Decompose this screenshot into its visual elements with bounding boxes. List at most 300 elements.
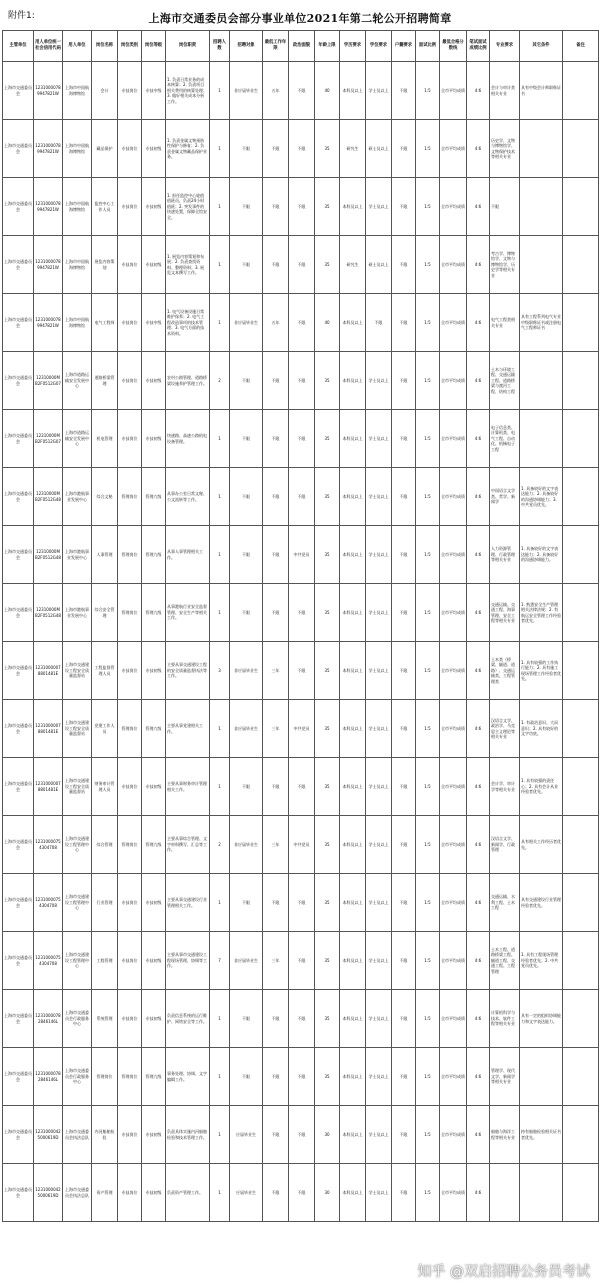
cell-major: 土木类（桥梁、隧道、道路）、交通运输类、工程管理类 — [490, 642, 520, 700]
cell-interview-ratio: 1:5 — [416, 990, 440, 1048]
column-header: 面试比例 — [416, 31, 440, 62]
cell-score-ratio: 4:6 — [467, 62, 490, 120]
cell-duties: 主要从事交通建设行业管理相关工作。 — [166, 874, 210, 932]
cell-score-ratio: 4:6 — [467, 178, 490, 236]
cell-education: 本科及以上 — [340, 642, 366, 700]
cell-degree: 学士及以上 — [366, 758, 392, 816]
cell-hukou: 不限 — [392, 816, 416, 874]
cell-major: 交通运输、水利工程、土木工程 — [490, 874, 520, 932]
cell-education: 本科及以上 — [340, 62, 366, 120]
cell-position-type: 管理岗位 — [118, 1048, 142, 1106]
cell-position: 藏品保护 — [92, 120, 118, 178]
cell-degree: 学士及以上 — [366, 700, 392, 758]
cell-hukou: 不限 — [392, 1048, 416, 1106]
cell-position: 财务审计管理人员 — [92, 758, 118, 816]
table-row — [3, 874, 599, 932]
cell-duties: 农村公路管理、道路桥梁设施养护管理工作。 — [166, 352, 210, 410]
cell-duties: 1. 展览内容策划和布展；2. 负责查找资料、整理资料；3. 展览文本撰写工作。 — [166, 236, 210, 294]
cell-score-ratio: 4:6 — [467, 758, 490, 816]
cell-target: 不限 — [230, 120, 263, 178]
column-header: 政治面貌 — [289, 31, 315, 62]
cell-hukou: 不限 — [392, 990, 416, 1048]
cell-headcount: 1 — [210, 700, 230, 758]
cell-position-level: 专技中级 — [142, 62, 166, 120]
cell-headcount: 1 — [210, 178, 230, 236]
cell-credit-code: 12310000789947821W — [34, 236, 63, 294]
cell-remarks — [563, 294, 599, 352]
cell-credit-code: 12310000078801481E — [34, 758, 63, 816]
recruitment-table — [2, 30, 599, 1222]
table-row — [3, 468, 599, 526]
cell-interview-ratio: 1:5 — [416, 932, 440, 990]
cell-position: 机电管理 — [92, 410, 118, 468]
cell-degree: 学士及以上 — [366, 1048, 392, 1106]
cell-position-level: 专技中级 — [142, 294, 166, 352]
cell-pass-line: 全市平均成绩 — [440, 1164, 467, 1222]
cell-education: 本科及以上 — [340, 294, 366, 352]
cell-score-ratio: 4:6 — [467, 874, 490, 932]
cell-target: 不限 — [230, 410, 263, 468]
cell-credit-code: 12310000789947821W — [34, 120, 63, 178]
cell-education: 本科及以上 — [340, 1164, 366, 1222]
cell-department: 上海市交通委员会 — [3, 816, 34, 874]
table-row — [3, 1164, 599, 1222]
cell-duties: 主要从事交通建设工程的安全质量监督执法等工作。 — [166, 642, 210, 700]
cell-hukou: 不限 — [392, 1106, 416, 1164]
column-header: 招聘对象 — [230, 31, 263, 62]
column-header: 用人单位统一社会信用代码 — [34, 31, 63, 62]
cell-political-status: 不限 — [289, 758, 315, 816]
cell-major: 船舶与海洋工程等相关专业 — [490, 1106, 520, 1164]
cell-credit-code: 12310000425000619D — [34, 1164, 63, 1222]
cell-interview-ratio: 1:5 — [416, 874, 440, 932]
cell-score-ratio: 4:6 — [467, 990, 490, 1048]
cell-age-limit: 35 — [315, 700, 340, 758]
cell-min-years: 三年 — [263, 816, 289, 874]
cell-min-years: 不限 — [263, 1106, 289, 1164]
cell-degree: 学士及以上 — [366, 526, 392, 584]
cell-political-status: 不限 — [289, 468, 315, 526]
attachment-label: 附件1: — [8, 11, 35, 21]
cell-credit-code: 12310000MB2F0512G48 — [34, 468, 63, 526]
cell-score-ratio: 4:6 — [467, 1106, 490, 1164]
cell-target: 非应届毕业生 — [230, 62, 263, 120]
cell-major: 中国语言文学类、哲学、新闻学 — [490, 468, 520, 526]
cell-position: 管理岗位 — [92, 1048, 118, 1106]
column-header: 岗位职责 — [166, 31, 210, 62]
cell-pass-line: 全市平均成绩 — [440, 758, 467, 816]
cell-degree: 学士及以上 — [366, 1164, 392, 1222]
cell-position: 工程监督管理人员 — [92, 642, 118, 700]
cell-pass-line: 全市平均成绩 — [440, 1106, 467, 1164]
cell-credit-code: 12310000754304708 — [34, 932, 63, 990]
column-header: 岗位类别 — [118, 31, 142, 62]
cell-target: 非应届毕业生 — [230, 932, 263, 990]
cell-major: 历史学、文物与博物馆学、文物保护技术等相关专业 — [490, 120, 520, 178]
cell-political-status: 不限 — [289, 1164, 315, 1222]
cell-position-type: 专技岗位 — [118, 178, 142, 236]
cell-education: 本科及以上 — [340, 700, 366, 758]
cell-degree: 硕士及以上 — [366, 236, 392, 294]
cell-education: 研究生 — [340, 120, 366, 178]
cell-score-ratio: 4:6 — [467, 352, 490, 410]
cell-political-status: 不限 — [289, 932, 315, 990]
cell-major: 汉语言文学、新闻学、行政管理 — [490, 816, 520, 874]
cell-headcount: 1 — [210, 1164, 230, 1222]
cell-age-limit: 35 — [315, 526, 340, 584]
cell-pass-line: 全市平均成绩 — [440, 178, 467, 236]
cell-education: 本科及以上 — [340, 178, 366, 236]
cell-hukou: 不限 — [392, 1164, 416, 1222]
cell-interview-ratio: 1:5 — [416, 642, 440, 700]
cell-political-status: 不限 — [289, 236, 315, 294]
column-header: 备注 — [563, 31, 599, 62]
cell-employer: 上海市交通建设工程管理中心 — [63, 816, 92, 874]
cell-hukou: 不限 — [392, 468, 416, 526]
cell-duties: 从事人事管理相关工作。 — [166, 526, 210, 584]
cell-hukou: 不限 — [392, 120, 416, 178]
cell-department: 上海市交通委员会 — [3, 526, 34, 584]
cell-major: 会计与审计类相关专业 — [490, 62, 520, 120]
watermark: 知乎 @双启招聘公务员考试 — [417, 1264, 590, 1280]
cell-employer: 上海市交通委员会行政服务中心 — [63, 1048, 92, 1106]
cell-pass-line: 全市平均成绩 — [440, 352, 467, 410]
cell-credit-code: 12310000MB2F0512G48 — [34, 584, 63, 642]
column-header: 学历要求 — [340, 31, 366, 62]
cell-other-conditions: 持有船舶检验相关证书者优先。 — [520, 1106, 563, 1164]
cell-department: 上海市交通委员会 — [3, 990, 34, 1048]
cell-min-years: 五年 — [263, 294, 289, 352]
cell-interview-ratio: 1:5 — [416, 1106, 440, 1164]
cell-position: 工程管理 — [92, 932, 118, 990]
cell-position-type: 专技岗位 — [118, 236, 142, 294]
cell-target: 非应届毕业生 — [230, 816, 263, 874]
cell-position-level: 专技初级 — [142, 874, 166, 932]
cell-credit-code: 12310000789947821W — [34, 294, 63, 352]
table-row — [3, 236, 599, 294]
cell-min-years: 不限 — [263, 352, 289, 410]
cell-department: 上海市交通委员会 — [3, 352, 34, 410]
cell-age-limit: 35 — [315, 584, 340, 642]
cell-other-conditions: 1. 有政治意识、大局意识；2. 具有较好的文字功底。 — [520, 700, 563, 758]
cell-age-limit: 35 — [315, 236, 340, 294]
cell-credit-code: 12310000MB2F0512G48 — [34, 526, 63, 584]
cell-hukou: 不限 — [392, 178, 416, 236]
cell-employer: 上海市中国航海博物馆 — [63, 178, 92, 236]
cell-credit-code: 12310000782846146L — [34, 990, 63, 1048]
cell-target: 不限 — [230, 990, 263, 1048]
cell-remarks — [563, 932, 599, 990]
cell-position-level: 专技初级 — [142, 758, 166, 816]
cell-degree: 学士及以上 — [366, 584, 392, 642]
cell-interview-ratio: 1:5 — [416, 236, 440, 294]
cell-education: 本科及以上 — [340, 874, 366, 932]
cell-min-years: 三年 — [263, 700, 289, 758]
cell-employer: 上海市中国航海博物馆 — [63, 294, 92, 352]
cell-score-ratio: 4:6 — [467, 816, 490, 874]
cell-headcount: 1 — [210, 468, 230, 526]
cell-pass-line: 全市平均成绩 — [440, 468, 467, 526]
cell-pass-line: 全市平均成绩 — [440, 932, 467, 990]
column-header: 笔试面试成绩比例 — [467, 31, 490, 62]
cell-remarks — [563, 352, 599, 410]
cell-political-status: 不限 — [289, 120, 315, 178]
cell-department: 上海市交通委员会 — [3, 1106, 34, 1164]
cell-hukou: 不限 — [392, 62, 416, 120]
cell-min-years: 三年 — [263, 642, 289, 700]
cell-headcount: 1 — [210, 62, 230, 120]
cell-score-ratio: 4:6 — [467, 584, 490, 642]
cell-department: 上海市交通委员会 — [3, 120, 34, 178]
cell-education: 本科及以上 — [340, 758, 366, 816]
cell-position-level: 专技初级 — [142, 410, 166, 468]
cell-position-level: 专技初级 — [142, 352, 166, 410]
cell-education: 本科及以上 — [340, 526, 366, 584]
cell-major: 计算机科学与技术、软件工程等相关专业 — [490, 990, 520, 1048]
cell-position: 道路桥梁管理 — [92, 352, 118, 410]
cell-employer: 上海市交通建设工程安全质量监督站 — [63, 758, 92, 816]
cell-hukou: 不限 — [392, 294, 416, 352]
cell-major: 考古学、博物馆学、文物与博物馆学、历史学等相关专业 — [490, 236, 520, 294]
cell-remarks — [563, 236, 599, 294]
table-row — [3, 758, 599, 816]
cell-interview-ratio: 1:5 — [416, 352, 440, 410]
cell-position-level: 专技初级 — [142, 642, 166, 700]
cell-other-conditions — [520, 1164, 563, 1222]
cell-degree: 不限 — [366, 294, 392, 352]
cell-employer: 上海市交通委员会执法总队 — [63, 1106, 92, 1164]
cell-remarks — [563, 642, 599, 700]
cell-target: 不限 — [230, 758, 263, 816]
cell-other-conditions: 1. 具有工程现场管理经验者优先；2. 中共党员优先。 — [520, 932, 563, 990]
cell-pass-line: 全市平均成绩 — [440, 874, 467, 932]
cell-political-status: 不限 — [289, 990, 315, 1048]
cell-pass-line: 全市平均成绩 — [440, 1048, 467, 1106]
cell-education: 本科及以上 — [340, 584, 366, 642]
cell-score-ratio: 4:6 — [467, 932, 490, 990]
cell-age-limit: 35 — [315, 120, 340, 178]
cell-pass-line: 全市平均成绩 — [440, 816, 467, 874]
cell-credit-code: 12310000754304708 — [34, 816, 63, 874]
cell-pass-line: 全市平均成绩 — [440, 526, 467, 584]
cell-min-years: 不限 — [263, 1164, 289, 1222]
table-row — [3, 526, 599, 584]
cell-remarks — [563, 526, 599, 584]
cell-political-status: 中共党员 — [289, 526, 315, 584]
column-header: 学位要求 — [366, 31, 392, 62]
cell-duties: 主要从事市交通建设工程现场管理、协调等工作。 — [166, 932, 210, 990]
cell-min-years: 不限 — [263, 874, 289, 932]
cell-target: 不限 — [230, 178, 263, 236]
cell-degree: 硕士及以上 — [366, 120, 392, 178]
cell-degree: 学士及以上 — [366, 642, 392, 700]
cell-duties: 负责资产管理工作。 — [166, 1164, 210, 1222]
table-row — [3, 294, 599, 352]
cell-min-years: 五年 — [263, 62, 289, 120]
cell-employer: 上海市交通建设工程安全质量监督站 — [63, 642, 92, 700]
column-header: 最低工作年限 — [263, 31, 289, 62]
cell-position-level: 管理九级 — [142, 526, 166, 584]
cell-position: 党建工作人员 — [92, 700, 118, 758]
cell-age-limit: 35 — [315, 816, 340, 874]
cell-employer: 上海市中国航海博物馆 — [63, 236, 92, 294]
cell-other-conditions — [520, 178, 563, 236]
cell-political-status: 不限 — [289, 642, 315, 700]
table-row — [3, 584, 599, 642]
cell-other-conditions: 1. 具有较强的责任心；2. 具有会计从业经验者优先。 — [520, 758, 563, 816]
cell-department: 上海市交通委员会 — [3, 584, 34, 642]
cell-age-limit: 35 — [315, 1048, 340, 1106]
cell-interview-ratio: 1:5 — [416, 816, 440, 874]
cell-age-limit: 35 — [315, 352, 340, 410]
cell-major — [490, 1164, 520, 1222]
cell-score-ratio: 4:6 — [467, 526, 490, 584]
cell-political-status: 不限 — [289, 294, 315, 352]
table-row — [3, 62, 599, 120]
cell-pass-line: 全市平均成绩 — [440, 294, 467, 352]
cell-credit-code: 12310000078801481E — [34, 700, 63, 758]
cell-score-ratio: 4:6 — [467, 1164, 490, 1222]
cell-target: 应届毕业生 — [230, 1164, 263, 1222]
cell-headcount: 1 — [210, 1048, 230, 1106]
cell-political-status: 不限 — [289, 584, 315, 642]
cell-pass-line: 全市平均成绩 — [440, 990, 467, 1048]
cell-position-type: 专技岗位 — [118, 1164, 142, 1222]
cell-interview-ratio: 1:5 — [416, 294, 440, 352]
cell-headcount: 1 — [210, 990, 230, 1048]
cell-education: 本科及以上 — [340, 990, 366, 1048]
cell-interview-ratio: 1:5 — [416, 1164, 440, 1222]
cell-education: 本科及以上 — [340, 1048, 366, 1106]
cell-employer: 上海市交通建设工程管理中心 — [63, 932, 92, 990]
cell-position: 监控中心工作人员 — [92, 178, 118, 236]
cell-other-conditions — [520, 236, 563, 294]
cell-employer: 上海市港航事业发展中心 — [63, 584, 92, 642]
cell-min-years: 不限 — [263, 236, 289, 294]
cell-position: 内河船舶检验 — [92, 1106, 118, 1164]
table-row — [3, 932, 599, 990]
cell-position: 系统管理 — [92, 990, 118, 1048]
cell-hukou: 不限 — [392, 758, 416, 816]
cell-min-years: 不限 — [263, 178, 289, 236]
cell-education: 研究生 — [340, 236, 366, 294]
cell-major: 土木工程、道路桥梁工程、隧道工程、交通工程、工程管理 — [490, 932, 520, 990]
cell-hukou: 不限 — [392, 410, 416, 468]
cell-employer: 上海市交通委员会执法总队 — [63, 1164, 92, 1222]
cell-position: 行业管理 — [92, 874, 118, 932]
cell-employer: 上海市交通建设工程管理中心 — [63, 874, 92, 932]
cell-target: 非应届毕业生 — [230, 642, 263, 700]
cell-position-level: 管理九级 — [142, 468, 166, 526]
cell-position-type: 专技岗位 — [118, 1106, 142, 1164]
cell-other-conditions — [520, 352, 563, 410]
cell-other-conditions — [520, 120, 563, 178]
cell-education: 本科及以上 — [340, 410, 366, 468]
cell-major: 管理学、现代文学、新闻学等相关专业 — [490, 1048, 520, 1106]
cell-target: 不限 — [230, 352, 263, 410]
cell-position-type: 管理岗位 — [118, 700, 142, 758]
cell-duties: 主要从事财务审计管理相关工作。 — [166, 758, 210, 816]
cell-major: 交通运输、交通工程、海事管理、安全工程等相关专业 — [490, 584, 520, 642]
table-row — [3, 410, 599, 468]
cell-hukou: 不限 — [392, 642, 416, 700]
cell-major: 电子信息类、计算机类、电气工程、自动化、机械电子工程 — [490, 410, 520, 468]
cell-position-level: 管理九级 — [142, 1048, 166, 1106]
table-row — [3, 1106, 599, 1164]
cell-position-type: 专技岗位 — [118, 642, 142, 700]
cell-education: 本科及以上 — [340, 932, 366, 990]
cell-remarks — [563, 874, 599, 932]
cell-credit-code: 12310000789947821W — [34, 178, 63, 236]
cell-score-ratio: 4:6 — [467, 294, 490, 352]
cell-degree: 学士及以上 — [366, 468, 392, 526]
cell-interview-ratio: 1:5 — [416, 62, 440, 120]
cell-hukou: 不限 — [392, 932, 416, 990]
cell-headcount: 1 — [210, 1106, 230, 1164]
cell-interview-ratio: 1:5 — [416, 758, 440, 816]
cell-pass-line: 全市平均成绩 — [440, 584, 467, 642]
cell-credit-code: 12310000078801481E — [34, 642, 63, 700]
cell-position: 综合文秘 — [92, 468, 118, 526]
cell-pass-line: 全市平均成绩 — [440, 62, 467, 120]
cell-remarks — [563, 816, 599, 874]
document-title: 上海市交通委员会部分事业单位2021年第二轮公开招聘简章 — [148, 12, 452, 25]
cell-interview-ratio: 1:5 — [416, 584, 440, 642]
cell-hukou: 不限 — [392, 526, 416, 584]
cell-interview-ratio: 1:5 — [416, 178, 440, 236]
cell-credit-code: 12310000425000619D — [34, 1106, 63, 1164]
cell-major: 不限 — [490, 178, 520, 236]
table-row — [3, 990, 599, 1048]
cell-position-type: 专技岗位 — [118, 352, 142, 410]
cell-other-conditions: 具有中级会计师职称证书 — [520, 62, 563, 120]
cell-age-limit: 40 — [315, 294, 340, 352]
cell-position-type: 专技岗位 — [118, 874, 142, 932]
cell-degree: 学士及以上 — [366, 1106, 392, 1164]
table-row — [3, 178, 599, 236]
cell-min-years: 不限 — [263, 1048, 289, 1106]
cell-degree: 学士及以上 — [366, 874, 392, 932]
cell-other-conditions: 具有交通建设行业管理经验者优先。 — [520, 874, 563, 932]
cell-other-conditions: 具有一定的组织协调能力和文字表达能力。 — [520, 990, 563, 1048]
column-header: 招聘人数 — [210, 31, 230, 62]
cell-position: 综合管理 — [92, 816, 118, 874]
column-header: 岗位名称 — [92, 31, 118, 62]
cell-political-status: 不限 — [289, 1106, 315, 1164]
cell-position-level: 专技初级 — [142, 178, 166, 236]
cell-headcount: 1 — [210, 584, 230, 642]
cell-headcount: 2 — [210, 352, 230, 410]
cell-pass-line: 全市平均成绩 — [440, 120, 467, 178]
table-row — [3, 120, 599, 178]
cell-headcount: 1 — [210, 526, 230, 584]
cell-remarks — [563, 584, 599, 642]
cell-min-years: 不限 — [263, 526, 289, 584]
cell-hukou: 不限 — [392, 584, 416, 642]
cell-headcount: 1 — [210, 120, 230, 178]
cell-department: 上海市交通委员会 — [3, 468, 34, 526]
cell-other-conditions — [520, 410, 563, 468]
cell-position-level: 专技初级 — [142, 236, 166, 294]
cell-department: 上海市交通委员会 — [3, 410, 34, 468]
cell-interview-ratio: 1:5 — [416, 526, 440, 584]
cell-position: 会计 — [92, 62, 118, 120]
table-row — [3, 700, 599, 758]
cell-position-type: 专技岗位 — [118, 758, 142, 816]
cell-age-limit: 30 — [315, 1164, 340, 1222]
cell-other-conditions — [520, 1048, 563, 1106]
cell-score-ratio: 4:6 — [467, 236, 490, 294]
